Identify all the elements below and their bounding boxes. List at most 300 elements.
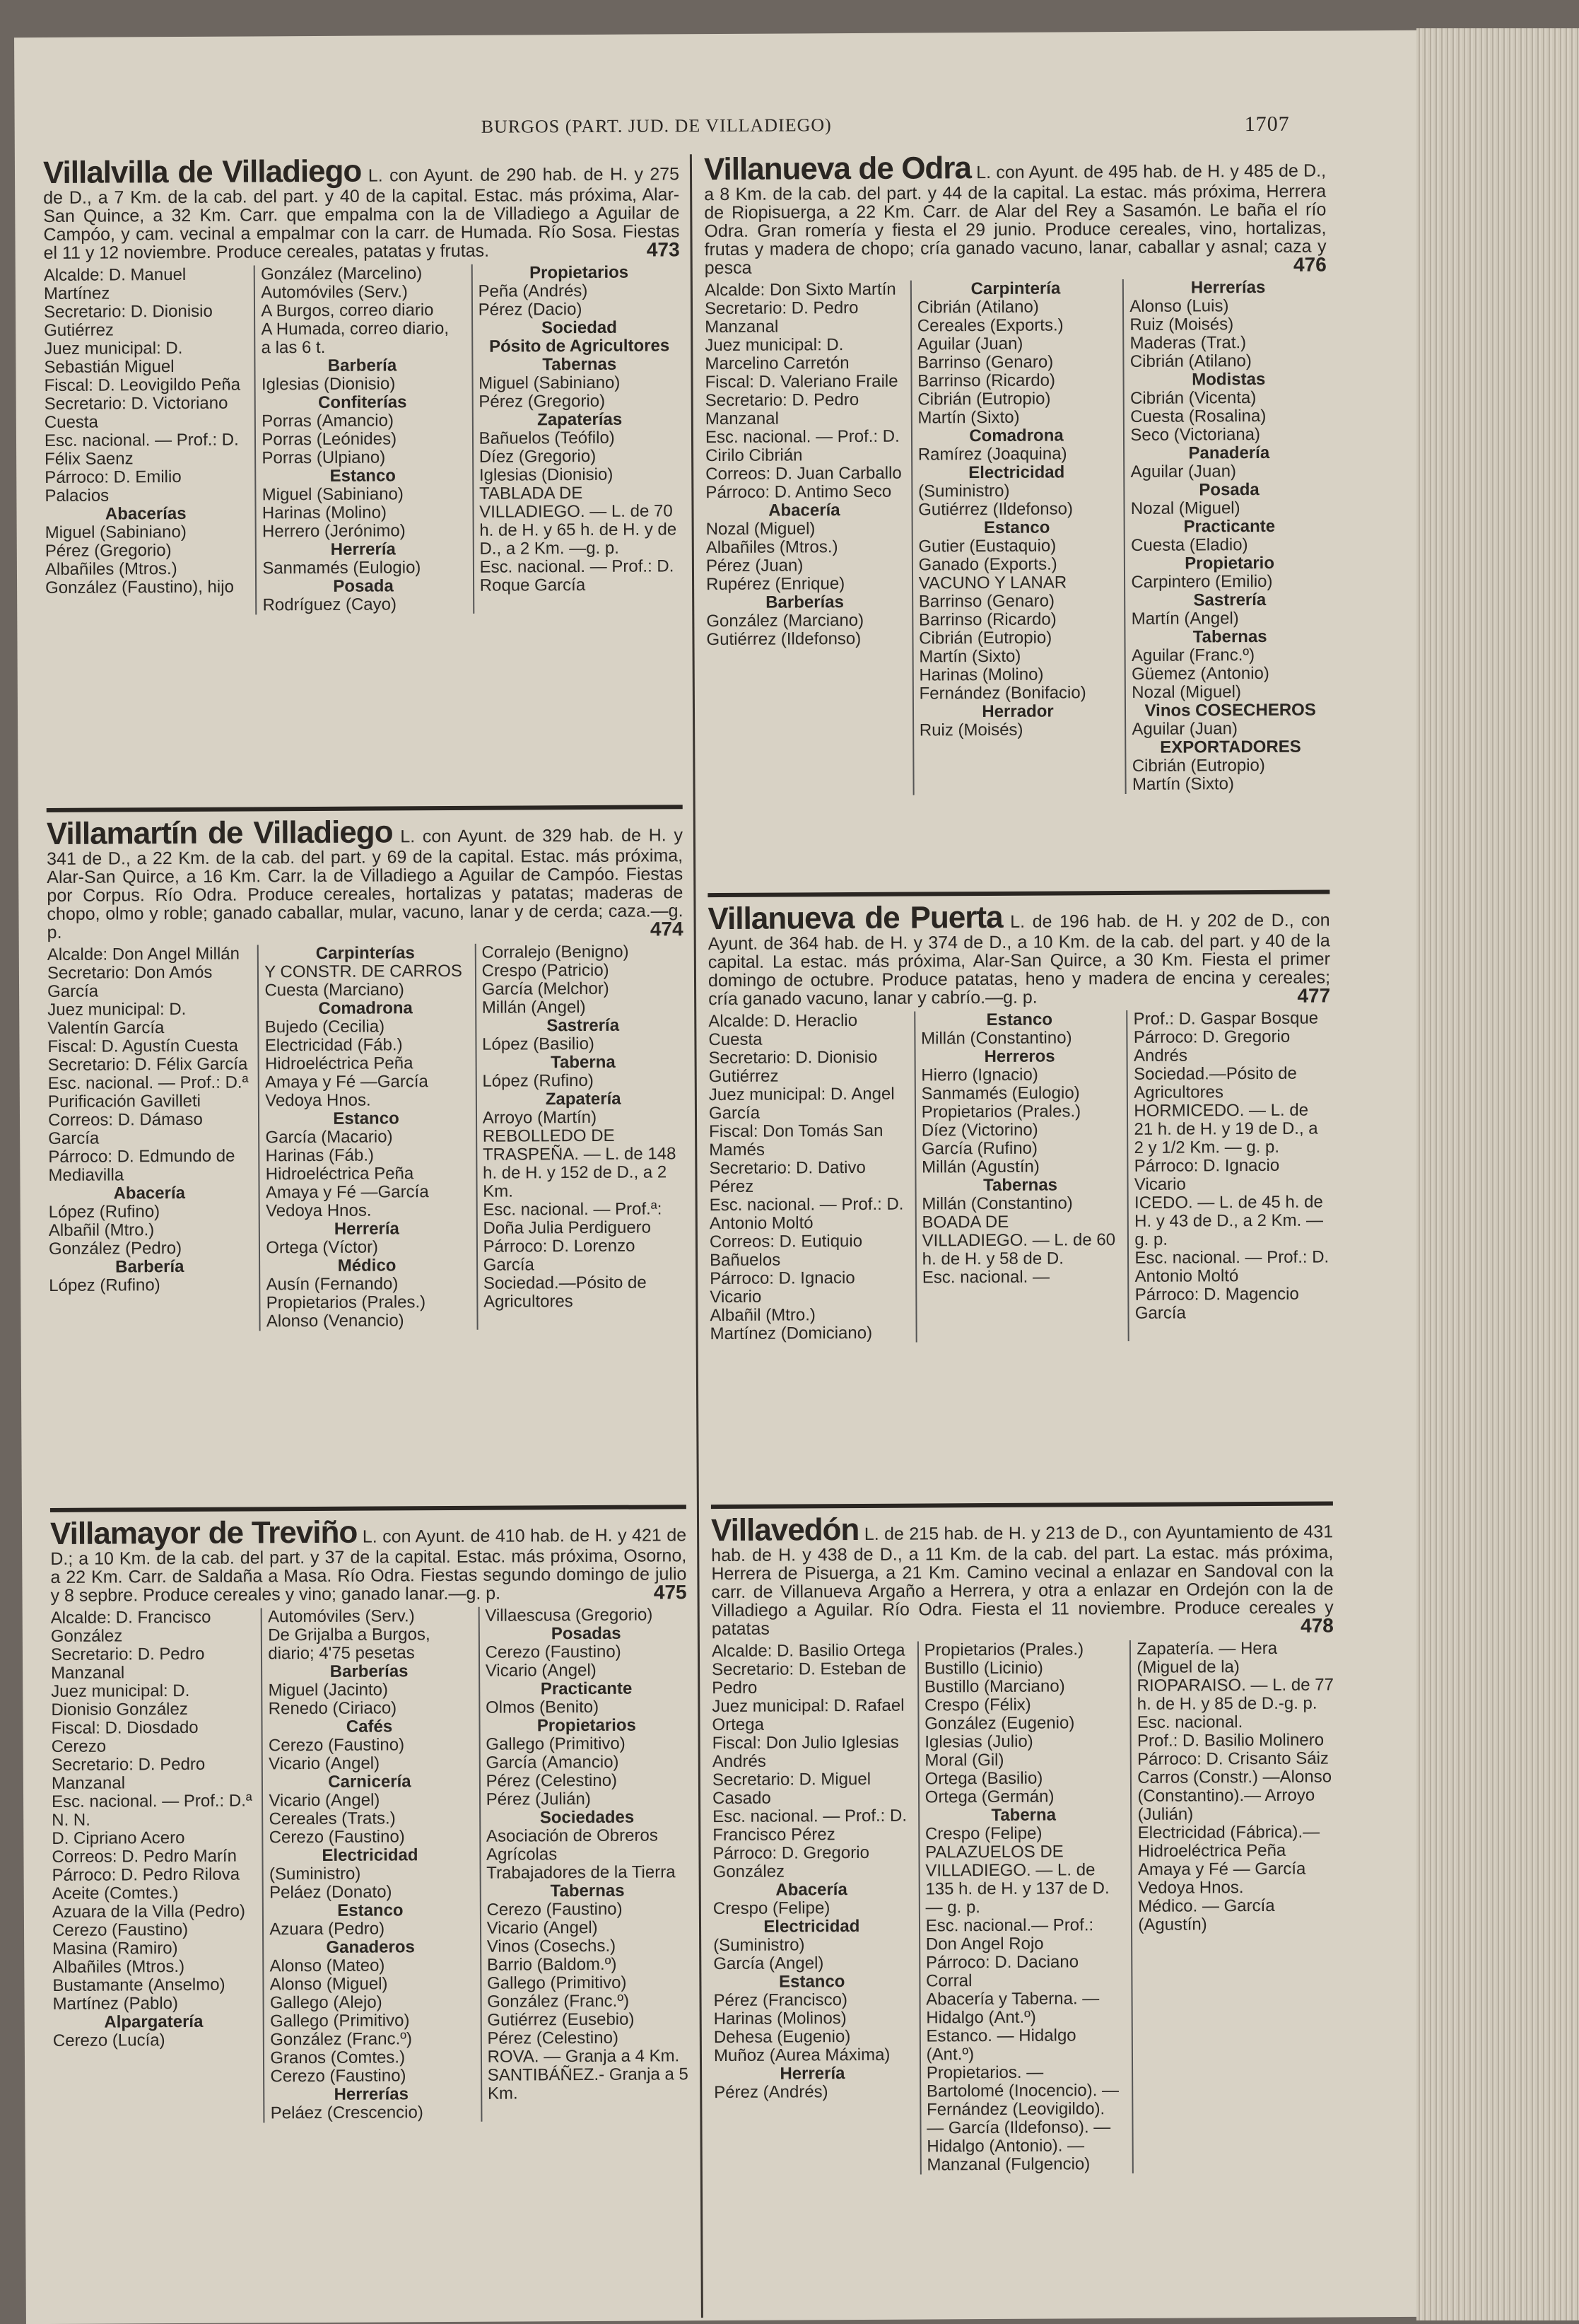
directory-line: Martín (Sixto) (917, 407, 1020, 428)
directory-line: Secretario: D. Pedro Manzanal (704, 298, 859, 337)
directory-line: Propietarios. — Bartolomé (Inocencio). — Fernández (Leovigildo). — García (Ildefonso). — Hidalgo (Antonio). — Manzanal (Fulgencio) (926, 2062, 1120, 2175)
directory-line: Fiscal: D. Leovigildo Peña (44, 375, 241, 395)
directory-line: Harinas (Molino) (919, 665, 1044, 685)
entry-divider (708, 889, 1329, 897)
entry-divider (711, 1501, 1333, 1509)
directory-line: Fernández (Bonifacio) (919, 683, 1086, 703)
section-heading: Herreros (984, 1046, 1055, 1067)
directory-line: REBOLLEDO DE TRASPEÑA. — L. de 148 h. de H. y 152 de D., a 2 Km. (482, 1126, 676, 1201)
entry-intro-text: L. con Ayunt. de 495 hab. de H. y 485 de D., a 8 Km. de la cab. del part. y 44 de la capital. La estac. más próxima, Herrera de Riopisuerga, a 22 Km. Carr. de Alar del Rey a Sasamón. Le baña el río Odra. Gran romería y fiesta el 29 junio. Produce cereales, vino, hortalizas, frutas y madera de chopo; cría ganado vacuno, lanar, caballar y asnal; caza y pesca (704, 160, 1327, 279)
directory-line: Martín (Angel) (1131, 609, 1239, 629)
directory-line: Díez (Gregorio) (479, 446, 597, 467)
directory-line: Párroco: D. Ignacio Vicario (1134, 1155, 1280, 1194)
entry-column (708, 1012, 907, 1343)
section-heading: Sastrería (546, 1015, 620, 1036)
section-heading: Barbería (327, 356, 397, 375)
entry-columns (44, 263, 682, 616)
running-head: BURGOS (PART. JUD. DE VILLADIEGO) (481, 115, 832, 137)
section-heading: Herrerías (1190, 277, 1266, 298)
directory-line: Fiscal: D. Valeriano Fraile (705, 371, 898, 392)
section-heading: Estanco (983, 518, 1050, 538)
entry-divider (47, 805, 683, 812)
directory-line: Cerezo (Lucía) (52, 2031, 165, 2050)
directory-line: Ruiz (Moisés) (919, 720, 1023, 740)
directory-line: Fiscal: Don Tomás San Mamés (709, 1121, 884, 1160)
directory-line: Gallego (Primitivo) (486, 1734, 626, 1754)
directory-line: Vicario (Angel) (269, 1753, 380, 1774)
section-heading: Propietarios (536, 1715, 636, 1736)
section-heading: Tabernas (550, 1881, 625, 1901)
entry-title: Villanueva de Puerta (708, 899, 1003, 937)
directory-line: Juez municipal: D. Rafael Ortega (712, 1695, 905, 1735)
page-number: 1707 (1244, 112, 1290, 136)
section-heading: Abacería (113, 1183, 186, 1203)
directory-line: Párroco: D. Crisanto Sáiz (1137, 1748, 1329, 1769)
entry-column (917, 1640, 1125, 2175)
section-heading: Propietarios (529, 262, 629, 283)
directory-line: Martínez (Pablo) (52, 1994, 179, 2014)
directory-line: Secretario: D. Pedro Manzanal (51, 1754, 206, 1793)
directory-line: Ortega (Germán) (924, 1787, 1055, 1807)
directory-line: A Humada, correo diario, a las 6 t. (261, 318, 450, 358)
entry-column (478, 1606, 689, 2122)
directory-line: Alonso (Miguel) (269, 1974, 388, 1995)
directory-line: Párroco: D. Pedro Rilova (52, 1864, 240, 1885)
directory-line: SANTIBÁÑEZ.- Granja a 5 Km. (487, 2065, 688, 2103)
entry-column (51, 1608, 255, 2123)
directory-line: Pérez (Celestino) (487, 2028, 618, 2048)
directory-line: González (Franc.º) (487, 1991, 630, 2011)
directory-line: Alcalde: D. Francisco González (50, 1607, 211, 1646)
section-heading: Zapaterías (537, 409, 623, 430)
directory-line: BOADA DE VILLADIEGO. — L. de 60 h. de H. y 58 de D. (922, 1212, 1116, 1269)
section-heading: Electricidad (763, 1916, 860, 1937)
directory-line: Albañiles (Mtros.) (45, 559, 177, 579)
directory-line: Millán (Constantino) (921, 1028, 1072, 1049)
entry-intro-text: L. de 196 hab. de H. y 202 de D., con Ayunt. de 364 hab. de H. y 374 de D., a 10 Km. de la cab. del part. y 40 de la capital. La estac. más próxima, Alar-San Quirce, a 30 Km. Fiesta el primer domingo de octubre. Produce patatas, heno y madera de encina y cereales; cría ganado vacuno, lanar y cabrío.—g. p. (708, 910, 1331, 1010)
directory-line: Millán (Constantino) (922, 1193, 1073, 1214)
directory-line: Aguilar (Juan) (917, 334, 1023, 354)
entry-intro-text: L. con Ayunt. de 329 hab. de H. y 341 de D., a 22 Km. de la cab. del part. y 69 de la capital. Estac. más próxima, Alar-San Quirce, a 16 Km. Carr. la de Villadiego a Aguilar de Campóo. Fiestas por Corpus. Río Odra. Produce cereales, hortalizas y patatas; maderas de chopo, olmo y roble; ganado caballar, mular, vacuno, lanar y de cerda; caza.—g. p. (47, 825, 683, 942)
directory-line: Martín (Sixto) (1132, 774, 1235, 794)
entry-intro-text: L. con Ayunt. de 410 hab. de H. y 421 de D.; a 10 Km. de la cab. del part. y 37 de la capital. Estac. más próxima, Osorno, a 22 Km. Carr. de Saldaña a Masa. Río Odra. Fiestas segundo domingo de julio y 8 sepbre. Produce cereales y vino; ganado lanar.—g. p. (50, 1525, 687, 1606)
directory-line: Propietarios (Prales.) (921, 1102, 1081, 1122)
section-heading: Carpinterías (315, 943, 415, 963)
directory-line: Peña (Andrés) (478, 281, 588, 301)
directory-line: Ruiz (Moisés) (1129, 315, 1234, 334)
directory-line: Millán (Angel) (481, 997, 586, 1017)
directory-line: Sociedad.—Pósito de Agricultores (1133, 1063, 1297, 1102)
section-heading: Sociedades (539, 1807, 635, 1828)
directory-line: Secretario: D. Esteban de Pedro (712, 1659, 907, 1698)
entry-columns (708, 1009, 1332, 1343)
entry-intro (704, 151, 1327, 277)
directory-line: Párroco: D. Daciano Corral (925, 1952, 1079, 1991)
entry-title: Villamartín de Villadiego (46, 814, 393, 851)
directory-line: Bustillo (Licinio) (924, 1658, 1043, 1678)
directory-line: Secretario: D. Victoriano Cuesta (44, 393, 228, 432)
directory-line: Rupérez (Enrique) (706, 574, 845, 595)
directory-line: Secretario: Don Amós García (47, 962, 213, 1001)
directory-line: HORMICEDO. — L. de 21 h. de H. y 19 de D., a 2 y 1/2 Km. — g. p. (1134, 1100, 1318, 1157)
section-heading: Estanco (337, 1900, 404, 1920)
directory-line: Pérez (Francisco) (713, 1990, 848, 2011)
directory-line: Cibrián (Eutropio) (1132, 755, 1265, 776)
directory-line: Esc. nacional. — Prof.: D. Félix Saenz (44, 430, 239, 469)
directory-line: Bustamante (Anselmo) (52, 1975, 225, 1995)
directory-line: Párroco: D. Gregorio Andrés (1133, 1027, 1291, 1065)
entry-villavedon (711, 1512, 1337, 2176)
entry-title: Villalvilla de Villadiego (42, 153, 362, 190)
directory-line: Esc. nacional. — Prof.: D.ª Purificación Gavilleti (47, 1073, 249, 1111)
entry-columns (705, 278, 1329, 796)
directory-line: Cereales (Exports.) (917, 315, 1064, 336)
directory-line: Moral (Gil) (924, 1750, 1004, 1770)
directory-line: Esc. nacional. — Prof.: D. Antonio Moltó (1134, 1247, 1329, 1286)
section-heading: EXPORTADORES (1160, 737, 1301, 757)
directory-line: Maderas (Trat.) (1129, 333, 1247, 353)
directory-line: Sanmamés (Eulogio) (921, 1083, 1080, 1104)
directory-line: Herrero (Jerónimo) (262, 521, 406, 542)
directory-line: Nozal (Miguel) (1132, 682, 1242, 702)
entry-column (910, 279, 1117, 795)
directory-line: Párroco: D. Ignacio Vicario (710, 1268, 855, 1307)
entry-villalvilla (43, 154, 681, 616)
section-heading: Barberías (765, 592, 844, 612)
directory-line: RIOPARAISO. — L. de 77 h. de H. y 85 de D.-g. p. (1137, 1675, 1334, 1714)
directory-line: Fiscal: D. Diosdado Cerezo (51, 1717, 199, 1756)
directory-line: Gutiérrez (Ildefonso) (918, 499, 1074, 520)
entry-intro (711, 1512, 1334, 1638)
directory-line: Aceite (Comtes.) (52, 1884, 179, 1903)
directory-line: García (Angel) (713, 1954, 824, 1974)
directory-line: Albañiles (Mtros.) (705, 537, 838, 558)
section-heading: Estanco (778, 1972, 845, 1992)
section-heading: Estanco (333, 1109, 399, 1128)
directory-line: Pérez (Gregorio) (479, 391, 606, 411)
directory-line: Arroyo (Martín) (482, 1107, 597, 1128)
section-heading: Posada (1199, 479, 1260, 500)
directory-line: Barrinso (Ricardo) (917, 370, 1056, 391)
section-heading: Ganaderos (326, 1937, 415, 1957)
directory-line: Muñoz (Aurea Máxima) (713, 2045, 891, 2066)
directory-line: Bañuelos (Teófilo) (479, 428, 615, 448)
directory-line: López (Rufino) (482, 1070, 594, 1091)
directory-line: Alonso (Venancio) (266, 1311, 404, 1331)
directory-line: Médico. — García (Agustín) (1138, 1896, 1275, 1934)
directory-line: Corralejo (Benigno) (481, 942, 629, 962)
directory-line: Esc. nacional. (1137, 1712, 1243, 1732)
section-heading: Abacería (768, 501, 840, 520)
directory-line: Secretario: D. Dativo Pérez (709, 1157, 866, 1197)
entry-villanueva-odra (704, 151, 1329, 796)
directory-line: Gallego (Primitivo) (269, 2011, 410, 2031)
section-heading: Posada (333, 576, 394, 596)
directory-line: González (Marciano) (706, 610, 864, 631)
directory-line: González (Faustino), hijo (45, 577, 234, 597)
directory-line: Iglesias (Dionisio) (261, 374, 396, 395)
directory-line: Gutiérrez (Ildefonso) (706, 629, 862, 650)
section-heading: Electricidad (322, 1845, 418, 1865)
directory-line: Porras (Ulpiano) (262, 448, 386, 468)
directory-line: Hierro (Ignacio) (921, 1065, 1038, 1085)
directory-line: Martínez (Domiciano) (710, 1323, 873, 1344)
directory-line: Renedo (Ciriaco) (268, 1698, 397, 1719)
entry-title: Villanueva de Odra (703, 151, 972, 187)
directory-line: Gallego (Alejo) (269, 1992, 382, 2013)
entry-intro-text: L. con Ayunt. de 290 hab. de H. y 275 de D., a 7 Km. de la cab. del part. y 40 de la capital. Estac. más próxima, Alar-San Quince, a 32 Km. Carr. que empalma con la de Villadiego a Aguilar de Campóo, y cam. vecinal a empalmar con la carr. de Humada. Río Sosa. Fiestas el 11 y 12 noviembre. Produce cereales, patatas y frutas. (43, 164, 680, 263)
directory-line: González (Eugenio) (924, 1713, 1075, 1734)
directory-line: Párroco: D. Magencio García (1134, 1284, 1299, 1323)
directory-line: Crespo (Felipe) (924, 1823, 1043, 1844)
entry-divider (50, 1505, 686, 1512)
entry-number: 477 (1297, 984, 1331, 1007)
section-heading: Herrería (780, 2064, 845, 2084)
directory-line: Albañil (Mtro.) (48, 1220, 155, 1240)
directory-line: Esc. nacional. — Prof.: D. Cirilo Cibrián (705, 426, 900, 466)
directory-line: García (Amancio) (486, 1752, 619, 1773)
section-heading: Electricidad (968, 462, 1065, 483)
directory-line: Cerezo (Faustino) (485, 1642, 621, 1662)
directory-line: Miguel (Sabiniano) (45, 522, 187, 542)
directory-line: Y CONSTR. DE CARROS (264, 961, 462, 982)
entry-column (471, 263, 681, 614)
directory-line: Pérez (Juan) (705, 556, 804, 576)
directory-line: Gutier (Eustaquio) (918, 536, 1057, 556)
directory-line: Prof.: D. Gaspar Bosque (1133, 1008, 1319, 1029)
directory-line: Párroco: D. Antimo Seco (705, 481, 892, 503)
directory-line: Secretario: D. Dionisio Gutiérrez (43, 301, 213, 340)
directory-line: Azuara (Pedro) (269, 1919, 385, 1939)
section-heading: Pósito de Agricultores (488, 336, 670, 356)
directory-line: A Burgos, correo diario (261, 300, 434, 321)
directory-line: Fiscal: D. Agustín Cuesta (47, 1036, 239, 1056)
entry-column (257, 944, 468, 1331)
directory-line: Pérez (Gregorio) (45, 541, 172, 561)
directory-line: Miguel (Sabiniano) (479, 373, 621, 393)
directory-line: Ausín (Fernando) (266, 1274, 399, 1295)
entry-column (705, 281, 904, 796)
entry-number: 476 (1293, 253, 1327, 276)
directory-line: Correos: D. Pedro Marín (52, 1846, 237, 1867)
section-heading: Taberna (551, 1052, 616, 1073)
entry-number: 473 (646, 238, 680, 261)
entry-intro (708, 900, 1330, 1008)
directory-line: Secretario: D. Dionisio Gutiérrez (708, 1047, 878, 1087)
directory-line: Miguel (Jacinto) (268, 1680, 389, 1700)
directory-line: Iglesias (Dionisio) (479, 465, 614, 485)
directory-line: PALAZUELOS DE VILLADIEGO. — L. de 135 h. de H. y 137 de D. — g. p. (925, 1842, 1110, 1917)
section-heading: Tabernas (982, 1175, 1058, 1196)
directory-line: TABLADA DE VILLADIEGO. — L. de 70 h. de H. y 65 h. de H. y de D., a 2 Km. —g. p. (479, 484, 677, 559)
directory-line: ICEDO. — L. de 45 h. de H. y 43 de D., a 2 Km. — g. p. (1134, 1192, 1323, 1249)
directory-line: Barrinso (Ricardo) (918, 609, 1057, 630)
section-heading: Tabernas (542, 354, 617, 375)
directory-line: (Suministro) (713, 1935, 805, 1956)
section-heading: Comadrona (318, 998, 413, 1018)
entry-columns (51, 1606, 690, 2124)
directory-line: Esc. nacional. — Prof.ª: Doña Julia Perdiguero (483, 1199, 662, 1238)
directory-line: Crespo (Felipe) (712, 1898, 830, 1919)
entry-intro (50, 1515, 687, 1605)
directory-line: López (Basilio) (482, 1034, 594, 1054)
directory-line: Nozal (Miguel) (705, 519, 816, 539)
directory-line: Secretario: D. Pedro Manzanal (705, 390, 859, 429)
directory-line: Estanco. — Hidalgo (Ant.º) (926, 2026, 1076, 2065)
section-heading: Carnicería (328, 1772, 411, 1792)
directory-line: Alonso (Mateo) (269, 1956, 385, 1976)
directory-line: Pérez (Celestino) (486, 1770, 618, 1791)
entry-number: 474 (650, 918, 683, 940)
section-heading: Barberías (329, 1662, 409, 1681)
section-heading: Vinos COSECHEROS (1144, 700, 1316, 720)
directory-line: Harinas (Fáb.) (265, 1145, 375, 1166)
directory-line: Díez (Victorino) (921, 1120, 1038, 1140)
directory-line: Alcalde: D. Manuel Martínez (43, 264, 187, 303)
section-heading: Herrador (982, 701, 1054, 722)
directory-line: Masina (Ramiro) (52, 1939, 178, 1958)
directory-line: Aguilar (Juan) (1132, 719, 1238, 739)
entry-number: 475 (653, 1581, 687, 1604)
directory-line: ROVA. — Granja a 4 Km. (487, 2046, 680, 2067)
directory-line: Olmos (Benito) (485, 1697, 599, 1717)
directory-line: Porras (Amancio) (262, 411, 394, 431)
section-heading: Estanco (329, 466, 397, 486)
section-heading: Propietario (1185, 553, 1275, 573)
directory-line: Harinas (Molinos) (713, 2009, 847, 2029)
directory-line: Porras (Leónides) (262, 429, 397, 450)
section-heading: Sastrería (1193, 590, 1267, 610)
directory-line: Seco (Victoriana) (1130, 424, 1261, 445)
directory-line: Albañiles (Mtros.) (52, 1956, 185, 1977)
directory-line: Cuesta (Rosalina) (1130, 406, 1267, 426)
section-heading: Confiterías (317, 392, 407, 412)
directory-line: Pérez (Andrés) (714, 2082, 828, 2103)
directory-line: Albañil (Mtro.) (710, 1305, 816, 1326)
directory-line: González (Franc.º) (270, 2029, 413, 2050)
directory-line: Esc. nacional. — Prof.: D. Antonio Moltó (709, 1194, 904, 1234)
entry-villamartin (47, 815, 686, 1332)
section-heading: Estanco (986, 1010, 1053, 1030)
directory-line: Juez municipal: D. Dionisio González (51, 1681, 190, 1719)
entry-intro (43, 154, 680, 262)
section-heading: Carpintería (970, 279, 1061, 299)
entry-title: Villamayor de Treviño (49, 1514, 358, 1551)
section-heading: Tabernas (1192, 626, 1267, 647)
directory-line: Cerezo (Faustino) (52, 1920, 189, 1940)
directory-line: Asociación de Obreros Agrícolas (486, 1826, 658, 1864)
directory-line: Fiscal: Don Julio Iglesias Andrés (712, 1732, 899, 1772)
entry-villamayor (50, 1515, 689, 2124)
directory-line: Electricidad (Fáb.) (264, 1035, 403, 1056)
directory-line: Gallego (Primitivo) (487, 1973, 627, 1993)
directory-line: Juez municipal: D. Valentín García (47, 999, 187, 1038)
directory-line: Zapatería. — Hera (Miguel de la) (1137, 1638, 1278, 1677)
directory-line: Párroco: D. Gregorio González (712, 1843, 869, 1882)
directory-line: Peláez (Donato) (269, 1882, 392, 1903)
directory-line: Cuesta (Eladio) (1131, 535, 1248, 555)
entry-column (1129, 1639, 1337, 2173)
directory-line: González (Pedro) (48, 1238, 182, 1259)
directory-line: Martín (Sixto) (919, 646, 1021, 667)
directory-line: Automóviles (Serv.) (267, 1606, 415, 1627)
directory-line: Aguilar (Juan) (1130, 462, 1237, 481)
directory-line: Alcalde: Don Angel Millán (47, 944, 240, 964)
entry-intro (47, 815, 683, 942)
entry-villanueva-puerta (708, 900, 1332, 1343)
section-heading: Zapatería (545, 1089, 621, 1109)
directory-line: Cibrián (Atilano) (917, 297, 1039, 317)
directory-line: Sociedad.—Pósito de Agricultores (483, 1273, 647, 1312)
directory-line: De Grijalba a Burgos, diario; 4'75 pesetas (268, 1625, 430, 1664)
directory-line: Cereales (Trats.) (269, 1809, 396, 1829)
column-divider (690, 154, 703, 2318)
entry-column (47, 945, 251, 1331)
directory-line: Miguel (Sabiniano) (262, 484, 404, 505)
directory-line: Cibrián (Atilano) (1129, 351, 1252, 371)
directory-line: Bustillo (Marciano) (924, 1676, 1065, 1697)
directory-line: Secretario: D. Miguel Casado (712, 1769, 871, 1809)
directory-line: Correos: D. Dámaso García (47, 1109, 203, 1148)
directory-line: Abacería y Taberna. — Hidalgo (Ant.º) (926, 1989, 1100, 2028)
directory-line: Ortega (Víctor) (266, 1237, 379, 1258)
directory-line: Vinos (Cosechs.) (486, 1936, 616, 1956)
directory-line: Ramírez (Joaquina) (917, 444, 1067, 465)
section-heading: Abacería (775, 1880, 847, 1900)
directory-line: Esc. nacional. — (922, 1267, 1050, 1287)
entry-column (1127, 1009, 1332, 1341)
directory-line: Millán (Agustín) (921, 1157, 1040, 1177)
entry-column (254, 264, 464, 615)
directory-line: García (Rufino) (921, 1138, 1038, 1159)
section-heading: Alpargatería (104, 2011, 204, 2032)
entry-column (474, 942, 685, 1330)
directory-line: Crespo (Félix) (924, 1695, 1031, 1715)
directory-line: Harinas (Molino) (262, 503, 387, 523)
entry-column (1122, 278, 1329, 794)
directory-line: García (Melchor) (481, 979, 609, 999)
directory-line: Esc. nacional. — Prof.: D. Francisco Pérez (712, 1806, 908, 1845)
book-page (14, 30, 1433, 2324)
directory-line: Alcalde: Don Sixto Martín (704, 279, 896, 300)
directory-line: Hidroeléctrica Peña Amaya y Fé —García Vedoya Hnos. (264, 1053, 428, 1111)
directory-line: Iglesias (Julio) (924, 1732, 1033, 1752)
directory-line: García (Macario) (265, 1127, 393, 1148)
directory-line: Esc. nacional. — Prof.: D.ª N. N. (52, 1791, 252, 1830)
directory-line: Cerezo (Faustino) (268, 1735, 405, 1756)
directory-line: Correos: D. Eutiquio Bañuelos (709, 1231, 863, 1271)
directory-line: Cibrián (Eutropio) (917, 389, 1051, 409)
directory-line: Esc. nacional.— Prof.: Don Angel Rojo (925, 1915, 1094, 1954)
directory-line: Aguilar (Franc.º) (1131, 646, 1255, 665)
entry-title: Villavedón (710, 1512, 859, 1548)
entry-column (712, 1642, 912, 2176)
directory-line: Secretario: D. Félix García (47, 1054, 248, 1075)
directory-line: Barrio (Baldom.º) (486, 1954, 617, 1975)
directory-line: Cerezo (Faustino) (269, 1827, 405, 1847)
directory-line: Secretario: D. Pedro Manzanal (50, 1644, 205, 1683)
directory-line: Cibrián (Eutropio) (919, 628, 1052, 648)
section-heading: Practicante (1183, 516, 1276, 537)
directory-line: Juez municipal: D. Sebastián Miguel (44, 338, 183, 377)
directory-line: Propietarios (Prales.) (266, 1292, 426, 1313)
directory-line: Párroco: D. Lorenzo García (483, 1236, 635, 1275)
directory-line: Propietarios (Prales.) (924, 1640, 1084, 1660)
directory-line: Barrinso (Genaro) (918, 591, 1055, 612)
directory-line: Villaescusa (Gregorio) (485, 1605, 653, 1625)
directory-line: Pérez (Julián) (486, 1789, 591, 1809)
section-heading: Taberna (991, 1805, 1057, 1826)
